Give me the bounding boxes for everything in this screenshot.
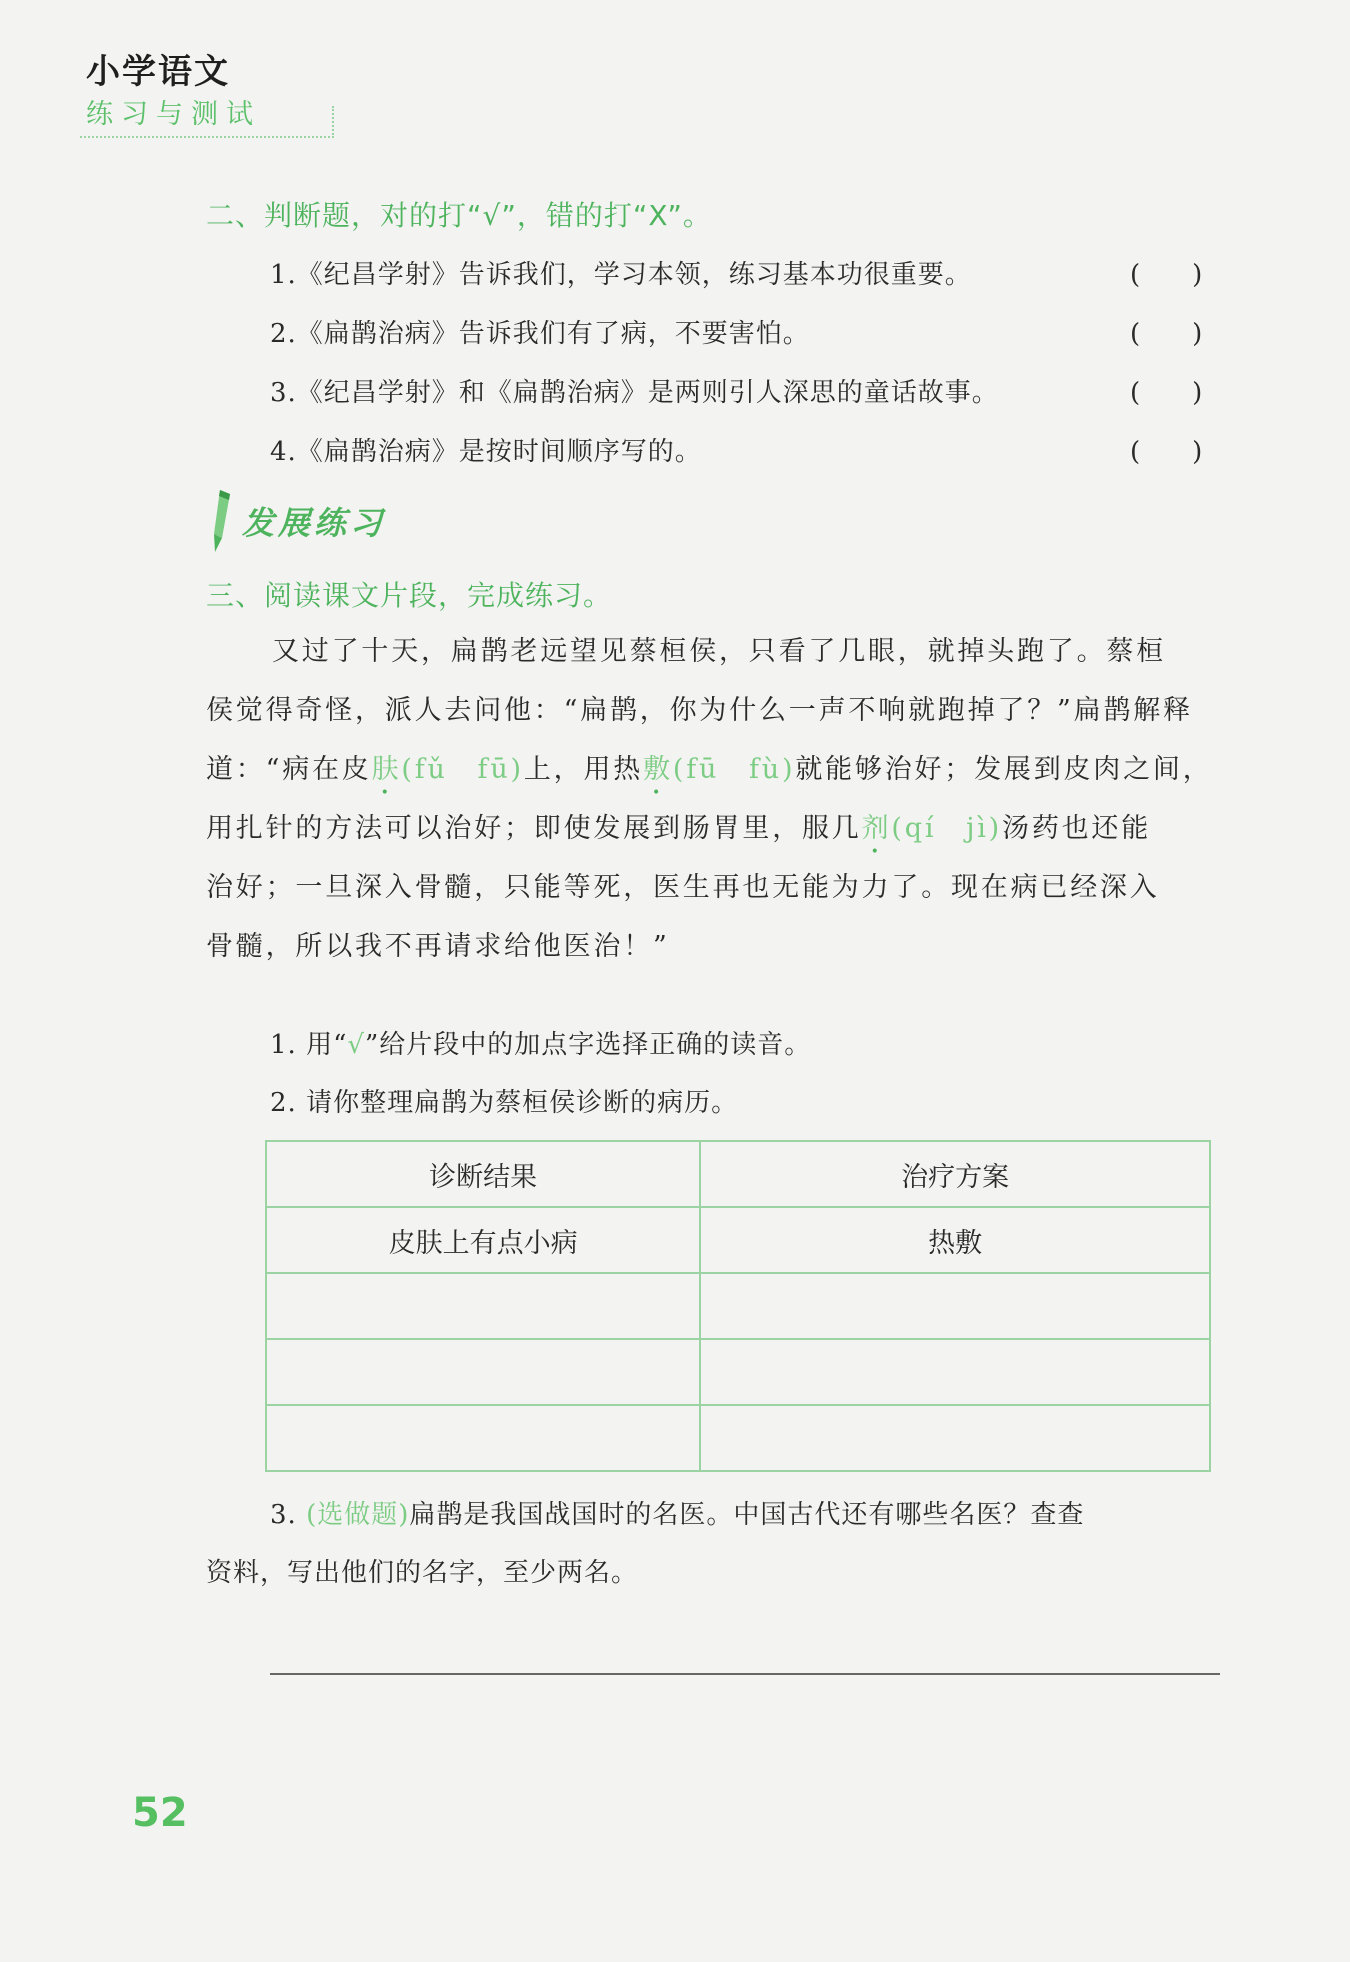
treatment-cell: 热敷 [700,1207,1210,1273]
answer-parens-4[interactable]: ( ) [1130,437,1203,467]
judgement-item-3: 3.《纪昌学射》和《扁鹊治病》是两则引人深思的童话故事。 [270,378,999,408]
answer-parens-3[interactable]: ( ) [1130,378,1203,408]
dotted-char-ji: 剂 [861,813,892,844]
question-3-text: 扁鹊是我国战国时的名医。中国古代还有哪些名医？查查 [409,1500,1085,1530]
passage-line-1: 又过了十天，扁鹊老远望见蔡桓侯，只看了几眼，就掉头跑了。蔡桓 [272,636,1166,667]
treatment-blank-cell[interactable] [700,1273,1210,1339]
judgement-item-2: 2.《扁鹊治病》告诉我们有了病，不要害怕。 [270,319,810,349]
header-treatment: 治疗方案 [700,1141,1210,1207]
diagnosis-blank-cell[interactable] [266,1405,700,1471]
judgement-item-1: 1.《纪昌学射》告诉我们，学习本领，练习基本功很重要。 [270,260,972,290]
question-1-text: 1. 用“ [270,1030,348,1060]
pencil-icon [200,486,240,556]
pinyin-choice-1[interactable]: (fǔ fū) [401,754,524,785]
book-title: 小学语文 [86,52,230,92]
question-3-line-2: 资料，写出他们的名字，至少两名。 [206,1558,639,1588]
section-heading-true-false: 二、判断题，对的打“√”，错的打“X”。 [206,199,712,232]
passage-line-2: 侯觉得奇怪，派人去问他：“扁鹊，你为什么一声不响就跑掉了？”扁鹊解释 [206,695,1193,726]
answer-parens-2[interactable]: ( ) [1130,319,1203,349]
header-diagnosis: 诊断结果 [266,1141,700,1207]
dotted-char-fu2: 敷 [643,754,673,785]
diagnosis-blank-cell[interactable] [266,1339,700,1405]
table-header-row [266,1141,1210,1207]
diagnosis-cell: 皮肤上有点小病 [266,1207,700,1273]
answer-line[interactable] [270,1673,1220,1675]
passage-line-4 [206,799,1226,858]
check-mark-icon: √ [347,1030,365,1060]
passage-text: 上，用热 [523,754,644,785]
section-heading-reading: 三、阅读课文片段，完成练习。 [206,579,613,612]
passage-text: 道：“病在皮 [206,754,372,785]
book-subtitle: 练习与测试 [86,99,261,130]
development-practice-banner [200,486,500,556]
table-row [266,1207,1210,1273]
page-number: 52 [132,1790,188,1836]
dotted-char-fu: 肤 [371,754,402,785]
pinyin-choice-2[interactable]: (fū fù) [672,754,796,785]
table-row[interactable] [266,1273,1210,1339]
passage-line-5: 治好；一旦深入骨髓，只能等死，医生再也无能为力了。现在病已经深入 [206,872,1160,903]
banner-label: 发展练习 [242,504,387,542]
table-row[interactable] [266,1339,1210,1405]
medical-record-table [265,1140,1211,1472]
reading-passage [206,622,1226,976]
diagnosis-blank-cell[interactable] [266,1273,700,1339]
passage-line-6: 骨髓，所以我不再请求给他医治！” [206,931,670,962]
passage-text: 汤药也还能 [1002,813,1152,844]
question-3-number: 3. [270,1500,307,1530]
treatment-blank-cell[interactable] [700,1339,1210,1405]
treatment-blank-cell[interactable] [700,1405,1210,1471]
header-dotted-frame [80,106,334,138]
answer-parens-1[interactable]: ( ) [1130,260,1203,290]
question-1-text: ”给片段中的加点字选择正确的读音。 [364,1030,812,1060]
question-2: 2. 请你整理扁鹊为蔡桓侯诊断的病历。 [270,1088,739,1118]
question-1 [270,1024,811,1061]
judgement-item-4: 4.《扁鹊治病》是按时间顺序写的。 [270,437,702,467]
table-row[interactable] [266,1405,1210,1471]
pinyin-choice-3[interactable]: (qí jì) [891,813,1003,844]
passage-line-3 [206,740,1226,799]
question-3-line-1 [270,1494,1084,1531]
optional-tag: (选做题) [306,1500,410,1530]
passage-text: 就能够治好；发展到皮肉之间， [795,754,1213,785]
passage-text: 用扎针的方法可以治好；即使发展到肠胃里，服几 [206,813,862,844]
